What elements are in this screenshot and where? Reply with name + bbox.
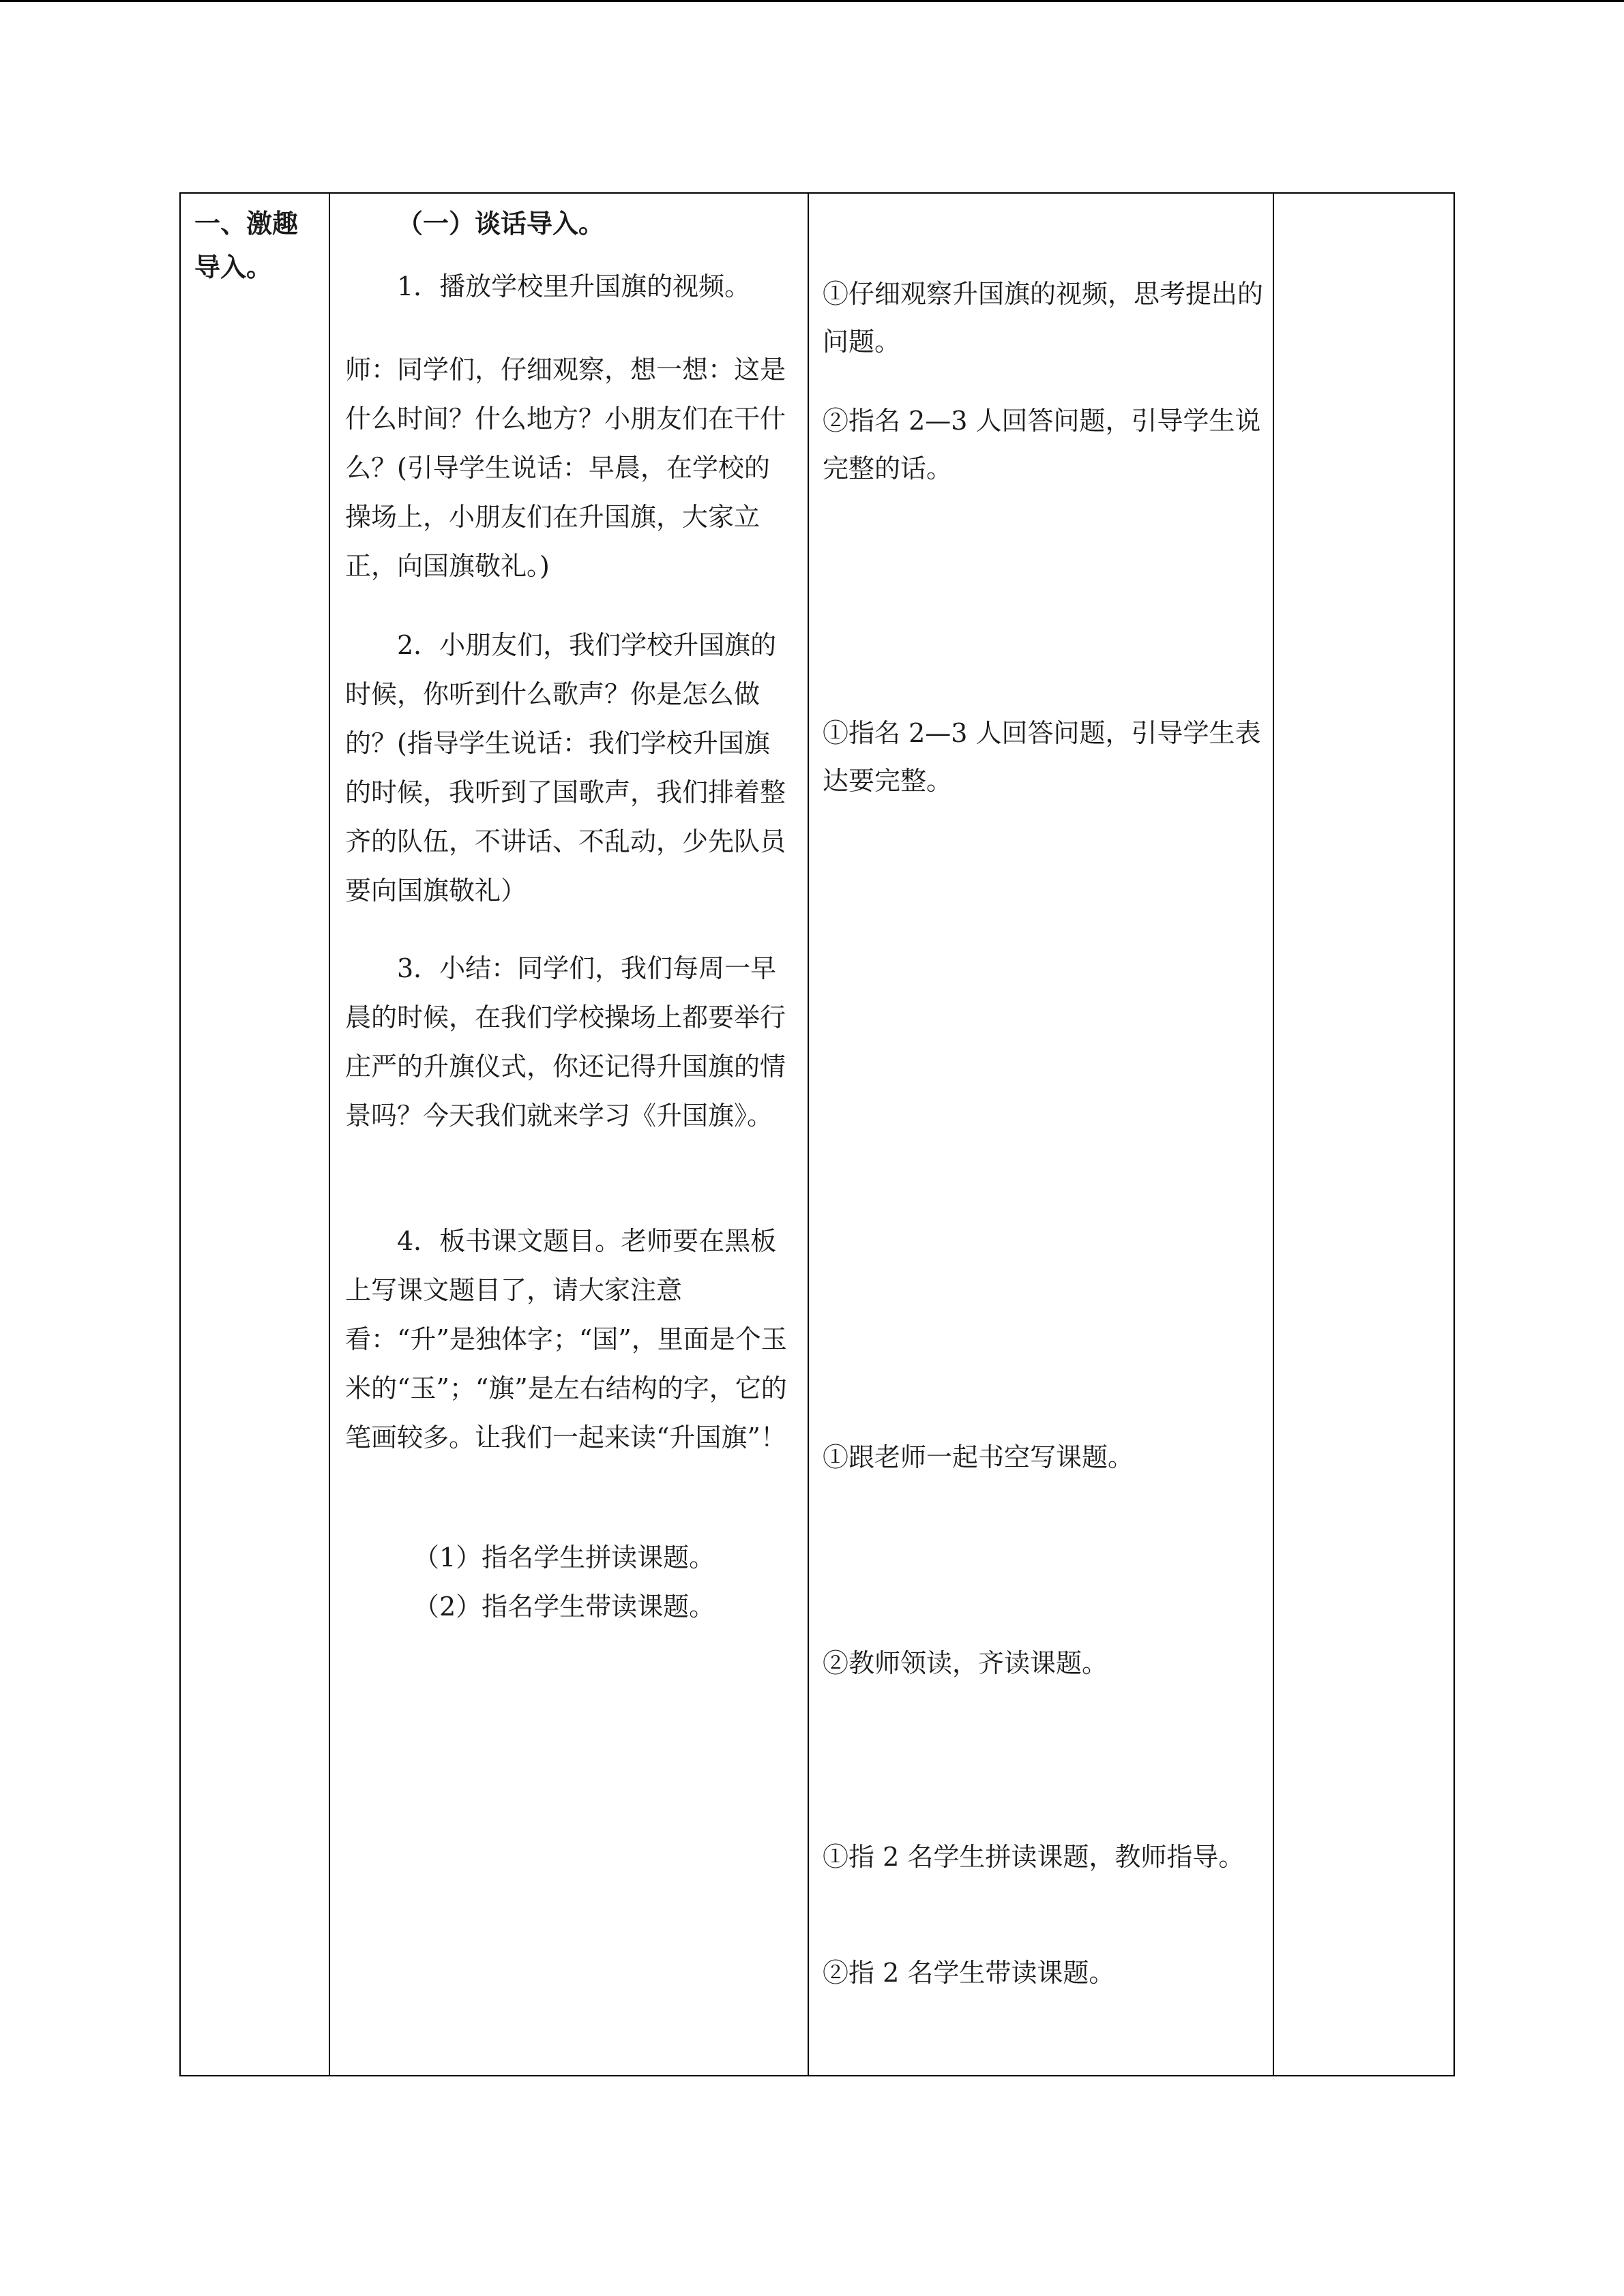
stage-title: 一、激趣导入。 <box>194 209 299 282</box>
lesson-plan-table <box>179 192 1455 2076</box>
step-4: 4．板书课文题目。老师要在黑板上写课文题目了，请大家注意看：“升”是独体字；“国”，里面是个玉米的“玉”；“旗”是左右结构的字，它的笔画较多。让我们一起来读“升国旗”！ <box>345 1226 787 1452</box>
teacher-activity-cell <box>329 193 808 2076</box>
step-1: 1．播放学校里升国旗的视频。 <box>397 271 751 301</box>
student-activity-6: ①指 2 名学生拼读课题，教师指导。 <box>823 1842 1245 1872</box>
student-activity-7: ②指 2 名学生带读课题。 <box>823 1958 1115 1988</box>
student-activity-5: ②教师领读，齐读课题。 <box>823 1648 1108 1678</box>
section-heading: （一）谈话导入。 <box>397 209 605 239</box>
step-3: 3．小结：同学们，我们每周一早晨的时候，在我们学校操场上都要举行庄严的升旗仪式，你还记得升国旗的情景吗？今天我们就来学习《升国旗》。 <box>345 953 786 1131</box>
sub-step-1: （1）指名学生拼读课题。 <box>413 1542 715 1572</box>
student-activity-4: ①跟老师一起书空写课题。 <box>823 1442 1134 1472</box>
sub-step-2: （2）指名学生带读课题。 <box>413 1592 715 1622</box>
table-row <box>180 193 1454 2076</box>
student-activity-3: ①指名 2—3 人回答问题，引导学生表达要完整。 <box>823 718 1261 796</box>
teacher-dialog: 师：同学们，仔细观察，想一想：这是什么时间？什么地方？小朋友们在干什么？(引导学生说话：早晨，在学校的操场上，小朋友们在升国旗，大家立正，向国旗敬礼。) <box>345 355 786 581</box>
notes-cell <box>1273 193 1454 2076</box>
page-top-rule <box>0 0 1624 2</box>
student-activity-2: ②指名 2—3 人回答问题，引导学生说完整的话。 <box>823 406 1261 483</box>
step-2: 2．小朋友们，我们学校升国旗的时候，你听到什么歌声？你是怎么做的？(指导学生说话：我们学校升国旗的时候，我听到了国歌声，我们排着整齐的队伍，不讲话、不乱动，少先队员要向国旗敬礼） <box>345 630 786 906</box>
stage-cell <box>180 193 329 2076</box>
student-activity-cell <box>808 193 1273 2076</box>
student-activity-1: ①仔细观察升国旗的视频，思考提出的问题。 <box>823 279 1264 357</box>
